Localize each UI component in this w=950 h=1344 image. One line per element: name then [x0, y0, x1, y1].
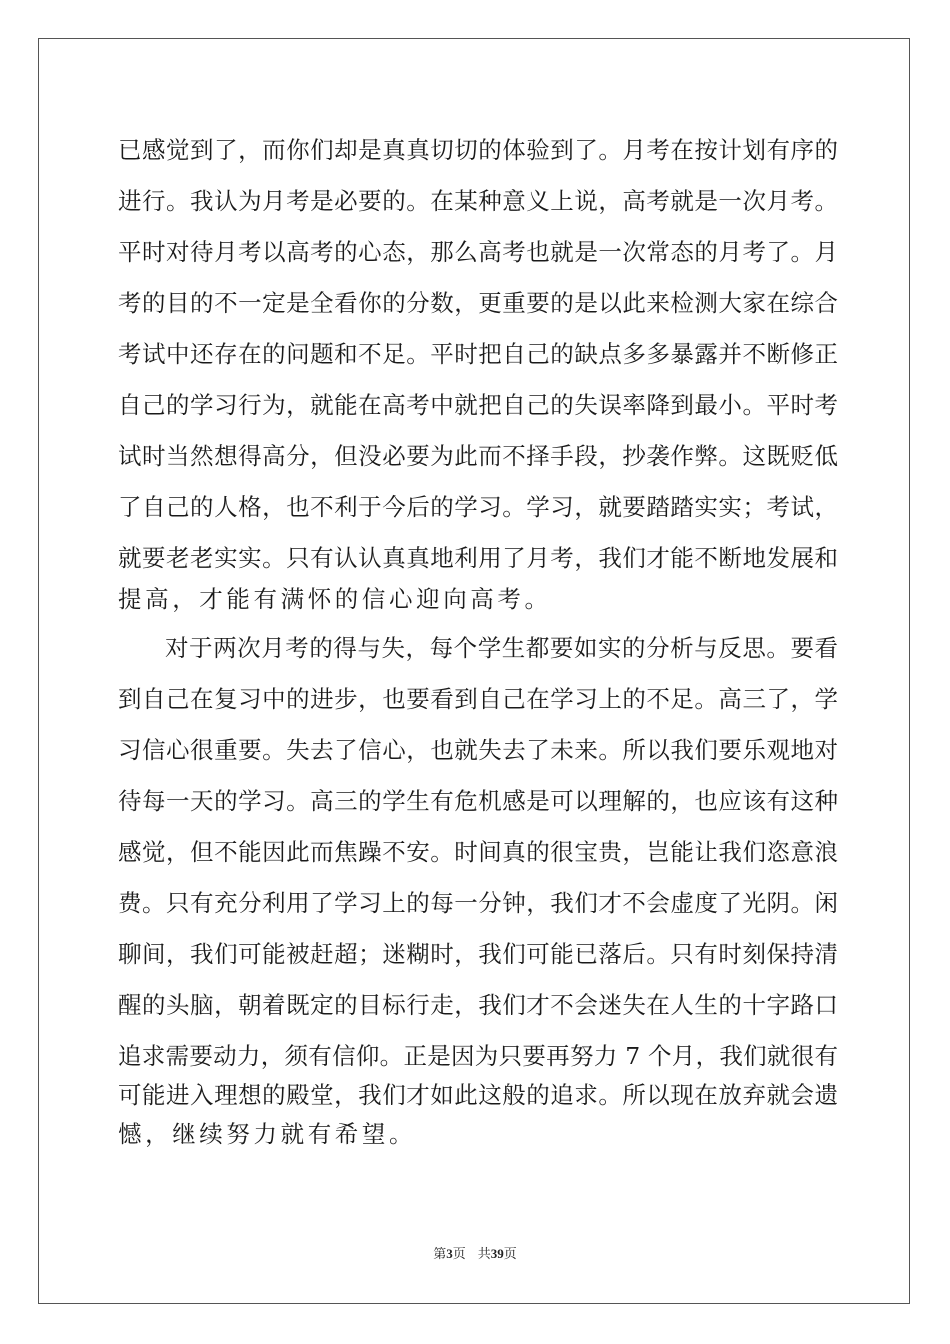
text-line: 追求需要动力，须有信仰。正是因为只要再努力 7 个月，我们就很有 [118, 1042, 838, 1070]
text-line: 进行。我认为月考是必要的。在某种意义上说，高考就是一次月考。 [118, 187, 838, 215]
total-pages: 39 [490, 1246, 504, 1261]
text-line: 考试中还存在的问题和不足。平时把自己的缺点多多暴露并不断修正 [118, 340, 838, 368]
text-line: 憾，继续努力就有希望。 [118, 1120, 417, 1148]
text-line: 考的目的不一定是全看你的分数，更重要的是以此来检测大家在综合 [118, 289, 838, 317]
text-line: 醒的头脑，朝着既定的目标行走，我们才不会迷失在人生的十字路口 [118, 991, 838, 1019]
text-line: 可能进入理想的殿堂，我们才如此这般的追求。所以现在放弃就会遗 [118, 1081, 838, 1109]
page-label-prefix: 第 [433, 1247, 447, 1262]
text-line: 到自己在复习中的进步，也要看到自己在学习上的不足。高三了，学 [118, 685, 838, 713]
text-line: 习信心很重要。失去了信心，也就失去了未来。所以我们要乐观地对 [118, 736, 838, 764]
text-line: 待每一天的学习。高三的学生有危机感是可以理解的，也应该有这种 [118, 787, 838, 815]
page-footer [0, 1244, 950, 1265]
text-line: 费。只有充分利用了学习上的每一分钟，我们才不会虚度了光阴。闲 [118, 889, 838, 917]
text-line: 感觉，但不能因此而焦躁不安。时间真的很宝贵，岂能让我们恣意浪 [118, 838, 838, 866]
text-line: 试时当然想得高分，但没必要为此而不择手段，抄袭作弊。这既贬低 [118, 442, 838, 470]
text-line: 平时对待月考以高考的心态，那么高考也就是一次常态的月考了。月 [118, 238, 838, 266]
text-line: 自己的学习行为，就能在高考中就把自己的失误率降到最小。平时考 [118, 391, 838, 419]
text-line: 了自己的人格，也不利于今后的学习。学习，就要踏踏实实；考试， [118, 493, 838, 521]
paragraph-first-line: 对于两次月考的得与失，每个学生都要如实的分析与反思。要看 [165, 634, 838, 662]
page-number: 3 [446, 1246, 453, 1261]
text-line: 已感觉到了，而你们却是真真切切的体验到了。月考在按计划有序的 [118, 136, 838, 164]
page-label-suffix: 页 [452, 1247, 466, 1262]
text-line: 提高，才能有满怀的信心迎向高考。 [118, 585, 552, 613]
total-label-suffix: 页 [503, 1247, 517, 1262]
total-label-prefix: 共 [477, 1247, 491, 1262]
text-line: 就要老老实实。只有认认真真地利用了月考，我们才能不断地发展和 [118, 544, 838, 572]
text-line: 聊间，我们可能被赶超；迷糊时，我们可能已落后。只有时刻保持清 [118, 940, 838, 968]
